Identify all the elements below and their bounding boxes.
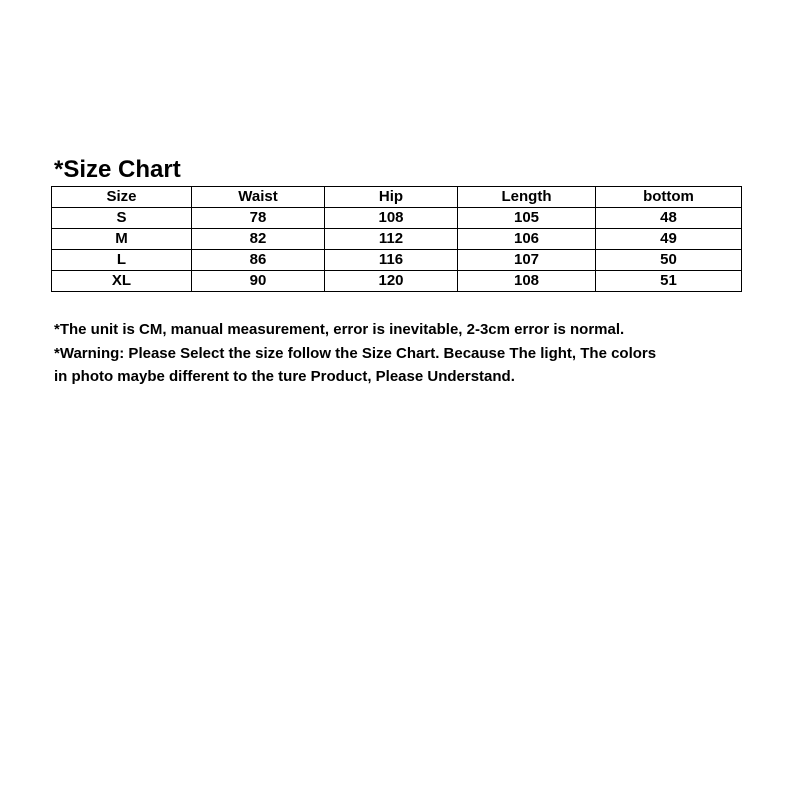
waist-cell: 90 xyxy=(192,271,325,292)
hip-cell: 116 xyxy=(325,250,458,271)
hip-cell: 108 xyxy=(325,208,458,229)
table-row xyxy=(52,250,742,271)
column-header-size: Size xyxy=(52,187,192,208)
bottom-cell: 51 xyxy=(596,271,742,292)
warning-note-line-2: in photo maybe different to the ture Product, Please Understand. xyxy=(54,368,515,385)
bottom-cell: 48 xyxy=(596,208,742,229)
size-cell: M xyxy=(52,229,192,250)
length-cell: 107 xyxy=(458,250,596,271)
waist-cell: 82 xyxy=(192,229,325,250)
table-row xyxy=(52,271,742,292)
warning-note-line-1: *Warning: Please Select the size follow the Size Chart. Because The light, The colors xyxy=(54,344,657,362)
size-chart-table xyxy=(51,186,742,292)
size-cell: XL xyxy=(52,271,192,292)
table-row xyxy=(52,229,742,250)
column-header-length: Length xyxy=(458,187,596,208)
notes-block xyxy=(54,318,754,389)
hip-cell: 112 xyxy=(325,229,458,250)
size-cell: L xyxy=(52,250,192,271)
column-header-bottom: bottom xyxy=(596,187,742,208)
table-header-row xyxy=(52,187,742,208)
length-cell: 108 xyxy=(458,271,596,292)
unit-note: *The unit is CM, manual measurement, error is inevitable, 2-3cm error is normal. xyxy=(54,321,625,338)
hip-cell: 120 xyxy=(325,271,458,292)
page-title: *Size Chart xyxy=(54,156,181,183)
bottom-cell: 50 xyxy=(596,250,742,271)
size-cell: S xyxy=(52,208,192,229)
waist-cell: 86 xyxy=(192,250,325,271)
waist-cell: 78 xyxy=(192,208,325,229)
bottom-cell: 49 xyxy=(596,229,742,250)
column-header-waist: Waist xyxy=(192,187,325,208)
table-row xyxy=(52,208,742,229)
length-cell: 106 xyxy=(458,229,596,250)
length-cell: 105 xyxy=(458,208,596,229)
column-header-hip: Hip xyxy=(325,187,458,208)
